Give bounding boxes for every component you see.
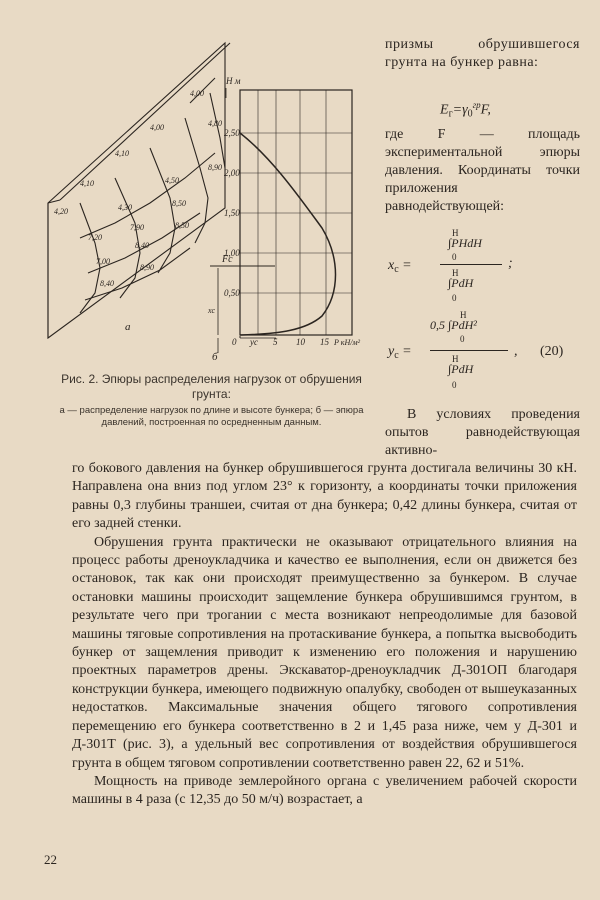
yc-num-limit-top: H: [460, 310, 467, 320]
sheet-value: 4,50: [165, 176, 179, 185]
x-tick: 15: [320, 337, 329, 347]
load-diagram-figure: [40, 38, 380, 368]
label-a: а: [125, 321, 131, 333]
body-text: [72, 460, 577, 810]
xc-denominator: ∫PdH: [448, 276, 474, 290]
plot-frame: [240, 90, 352, 335]
right-column: [385, 36, 580, 72]
sheet-value: 8,50: [172, 199, 186, 208]
sheet-value: 7,20: [88, 233, 102, 242]
page-number: 22: [44, 852, 57, 867]
formula-er: $E_г=\gamma_0^{гр}F$,: [440, 100, 491, 120]
right-tail: [385, 406, 580, 460]
bunker-load-sheet: [48, 43, 230, 338]
sheet-value: 8,90: [140, 263, 154, 272]
xc-label: xc: [208, 306, 216, 315]
right-tail-text: В условиях проведения опытов равнодействующая активно-: [385, 407, 580, 458]
xc-den-limit-top: H: [452, 268, 459, 278]
xc-num-limit-top: H: [452, 228, 459, 238]
xc-den-limit-bottom: 0: [452, 293, 457, 303]
sheet-value: 4,80: [208, 119, 222, 128]
yc-label: yc: [250, 337, 258, 347]
sheet-value: 4,00: [190, 89, 204, 98]
where-block: [385, 126, 580, 216]
paragraph-2: Обрушения грунта практически не оказывают отрицательного влияния на процесс работы дреноукладчика и качество ее выполнения, если он движется без остановок, так как они происходят преимущественно за бункером. В случае остановки машины происходит защемление бункера обрушившимся грунтом, в результате чего при трогании с места возникают непреодолимые для базовой машины тяговые сопротивления на протаскивание бункера, а попытка высвободить бункер от защемления приводит к изменению его положения и нарушению проектных параметров дрены. Экскаватор-дреноукладчик Д-301ОП благодаря конструкции бункера, имеющего подвижную опалубку, свободен от вышеуказанных недостатков. Максимальные значения общего тягового сопротивления перемещению его бункера соответственно в 2 и 1,45 раза ниже, чем у Д-301 и Д-301Т (рис. 3), а удельный вес сопротивления от воздействия обрушившегося грунта в общем тяговом сопротивлении соответственно равен 22, 62 и 51%.: [72, 534, 577, 771]
x-tick: 5: [273, 337, 278, 347]
x-tick: 10: [296, 337, 305, 347]
where-text: где F — площадь экспериментальной эпюры давления. Координаты точки приложения равнодействующей:: [385, 127, 580, 214]
sheet-outline: [48, 43, 225, 338]
yc-num-limit-bottom: 0: [460, 334, 465, 344]
yc-den-limit-top: H: [452, 354, 459, 364]
y-tick: 1,00: [224, 248, 240, 258]
xc-fraction-line: [440, 264, 502, 265]
sheet-value: 4,00: [150, 123, 164, 132]
pressure-curve: [240, 133, 336, 335]
sheet-value: 4,20: [54, 207, 68, 216]
sheet-value: 8,40: [135, 241, 149, 250]
formula-er-lhs: E: [440, 102, 449, 118]
sheet-value: 4,10: [80, 179, 94, 188]
sheet-value: 8,50: [175, 221, 189, 230]
figure-caption: Рис. 2. Эпюры распределения нагрузок от обрушения грунта:: [61, 372, 362, 401]
y-tick: 2,00: [224, 168, 240, 178]
x-unit: P кН/м²: [334, 338, 360, 347]
x-tick: 0: [232, 337, 237, 347]
fc-label: Fc: [222, 254, 233, 265]
sheet-value: 8,90: [208, 163, 222, 172]
yc-denominator: ∫PdH: [448, 362, 474, 376]
yc-numerator: 0,5 ∫PdH²: [430, 318, 477, 332]
grid: [240, 90, 352, 335]
y-axis-label: H м: [226, 76, 241, 86]
paragraph-3: Мощность на приводе землеройного органа с увеличением рабочей скорости машины в 4 раза (с 12,35 до 50 м/ч) возрастает, а: [72, 773, 577, 808]
xc-lhs: $x_c$ =: [388, 258, 412, 275]
paragraph-1: го бокового давления на бункер обрушившегося грунта достигала величины 30 кН. Направлена она вниз под углом 23° к горизонту, а координаты точки приложения равны 0,3 глубины траншеи, считая от дна бункера; 0,42 длины бункера, считая от его задней стенки.: [72, 461, 577, 532]
sheet-value: 4,30: [118, 203, 132, 212]
figure-legend: а — распределение нагрузок по длине и высоте бункера; б — эпюра давлений, построенная по осредненным данным.: [59, 405, 364, 428]
sheet-value: 7,00: [96, 257, 110, 266]
right-intro: призмы обрушившегося грунта на бункер равна:: [385, 37, 580, 70]
xc-num-limit-bottom: 0: [452, 252, 457, 262]
sheet-value: 4,10: [115, 149, 129, 158]
page: 4,00 4,00 4,10 4,10 4,20 4,30 4,50 7,20 7,90 8,50 8,90 7,00 8,40 8,50 4,80 8,40 8,90 а H м 2,50 2,00 1,50 1,00 0,50 Fc 0 5 10 15 P кН/м² yc xc б Рис. 2. Эпюры распределения нагрузок от обрушения грунта: а — распределение нагрузок по длине и высоте бункера; б — эпюра давлений, построенная по осредненным данным. призмы обрушившегося грунта на бункер равна: $E_г=\gamma_0^{гр}F$, где F — площадь экспериментальной эпюры давления. Координаты точки приложения равнодействующей: $x_c$ = H ∫PHdH 0 H ∫PdH 0 ; $y_c$ = H 0,5 ∫PdH² 0 H ∫PdH 0 , (20) В условиях проведения опытов равнодействующая активно- го бокового давления на бункер обрушившегося грунта достигала величины 30 кН. Направлена она вниз под углом 23° к горизонту, а координаты точки приложения равны 0,3 глубины траншеи, считая от дна бункера; 0,42 длины бункера, считая от его задней стенки. Обрушения грунта практически не оказывают отрицательного влияния на процесс работы дреноукладчика и качество ее выполнения, если он движется без остановок, так как они происходят преимущественно за бункером. В случае остановки машины происходит защемление бункера обрушившимся грунтом, в результате чего при трогании с места возникают непреодолимые для базовой машины тяговые сопротивления на протаскивание бункера, а попытка высвободить бункер от защемления приводит к изменению его положения и нарушению проектных параметров дрены. Экскаватор-дреноукладчик Д-301ОП благодаря конструкции бункера, имеющего подвижную опалубку, свободен от вышеуказанных недостатков. Максимальные значения общего тягового сопротивления перемещению его бункера соответственно в 2 и 1,45 раза ниже, чем у Д-301 и Д-301Т (рис. 3), а удельный вес сопротивления от воздействия обрушившегося грунта в общем тяговом сопротивлении соответственно равен 22, 62 и 51%. Мощность на приводе землеройного органа с увеличением рабочей скорости машины в 4 раза (с 12,35 до 50 м/ч) возрастает, а 22: [0, 0, 600, 900]
sheet-value: 7,90: [130, 223, 144, 232]
yc-den-limit-bottom: 0: [452, 380, 457, 390]
equation-number: (20): [540, 344, 564, 359]
y-tick: 0,50: [224, 288, 240, 298]
y-tick: 1,50: [224, 208, 240, 218]
formula-er-rhs: F,: [480, 102, 491, 118]
y-tick: 2,50: [224, 128, 240, 138]
sheet-value: 8,40: [100, 279, 114, 288]
yc-lhs: $y_c$ =: [388, 344, 412, 361]
label-b: б: [212, 351, 218, 363]
xc-numerator: ∫PHdH: [448, 236, 482, 250]
yc-fraction-line: [430, 350, 508, 351]
